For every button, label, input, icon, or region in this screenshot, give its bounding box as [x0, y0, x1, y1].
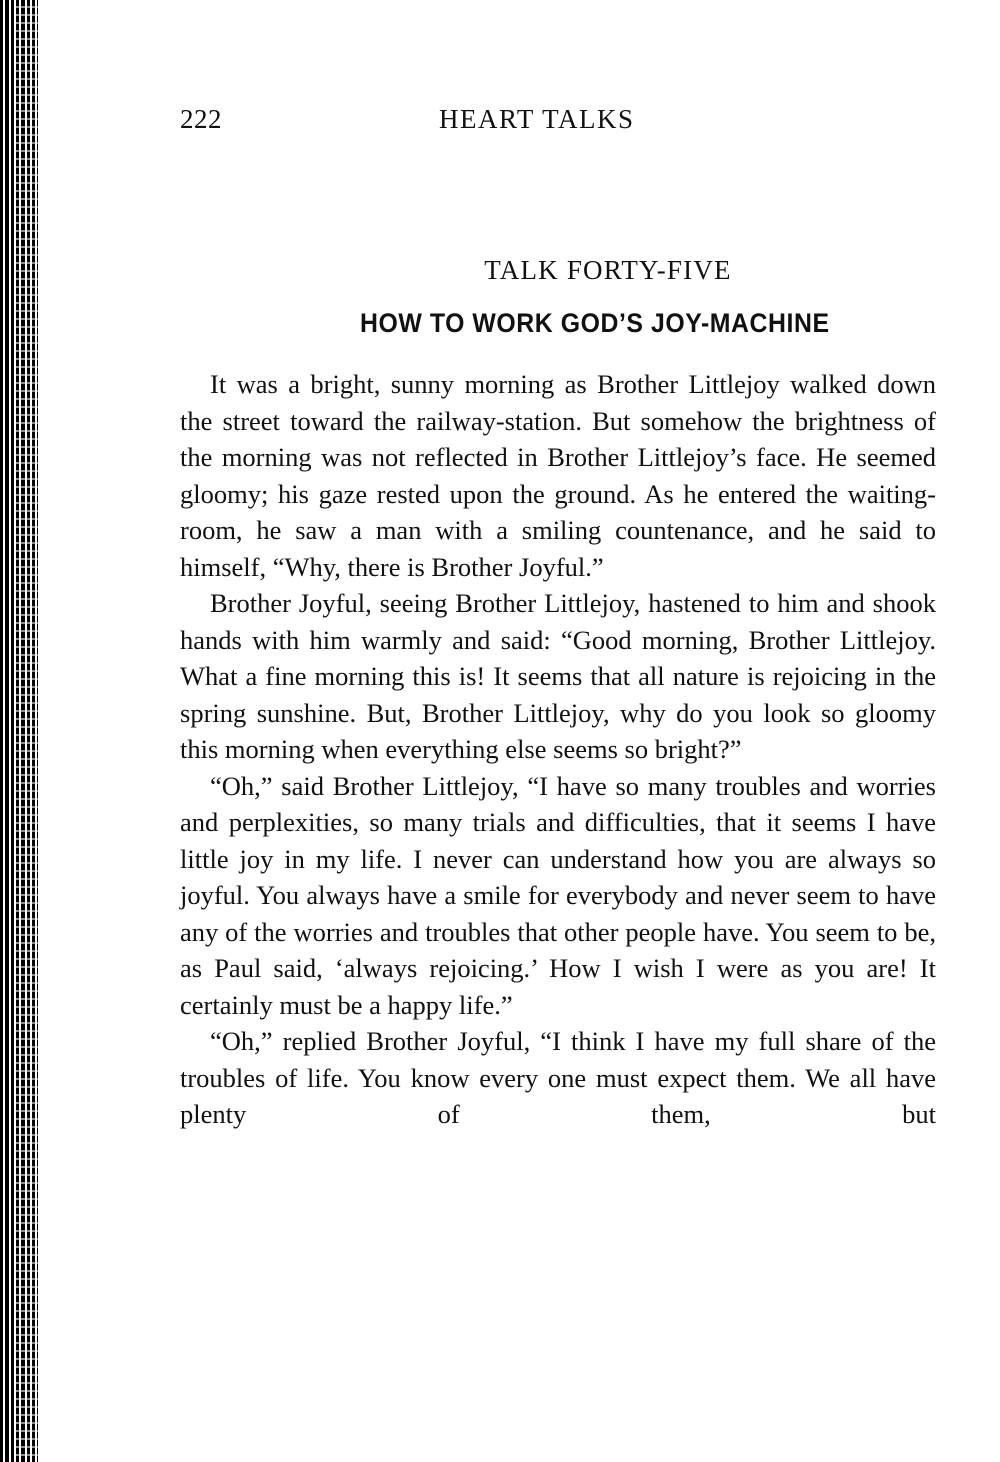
book-spine-shading: [16, 0, 38, 1462]
paragraph-1: It was a bright, sunny morning as Brother Littlejoy walked down the street toward the railway-station. But somehow the brightness of the morning was not reflected in Brother Littlejoy’s face. He seemed gloomy; his gaze rested upon the ground. As he entered the waiting-room, he saw a man with a smiling countenance, and he said to himself, “Why, there is Brother Joyful.”: [180, 369, 936, 582]
page-number: 222: [180, 104, 222, 134]
book-title: HEART TALKS: [439, 104, 635, 134]
paragraph-2: Brother Joyful, seeing Brother Littlejoy, hastened to him and shook hands with him warmly and said: “Good morning, Brother Littlejoy. What a fine morning this is! It seems that all nature is rejoicing in the spring sunshine. But, Brother Littlejoy, why do you look so gloomy this morning when everything else seems so bright?”: [180, 588, 936, 764]
paragraph-3: “Oh,” said Brother Littlejoy, “I have so many troubles and worries and perplexities, so many trials and difficulties, that it seems I have little joy in my life. I never can understand how you are always so joyful. You always have a smile for everybody and never seem to have any of the worries and troubles that other people have. You seem to be, as Paul said, ‘always rejoicing.’ How I wish I were as you are! It certainly must be a happy life.”: [180, 770, 936, 1020]
running-header: [180, 104, 936, 144]
chapter-title: HOW TO WORK GOD’S JOY-MACHINE: [359, 308, 830, 338]
chapter-number: TALK FORTY-FIVE: [484, 255, 732, 285]
paragraph-4: “Oh,” replied Brother Joyful, “I think I have my full share of the troubles of life. You know every one must expect them. We all have plenty of them, but: [180, 1026, 936, 1129]
body-text: [180, 366, 936, 1133]
